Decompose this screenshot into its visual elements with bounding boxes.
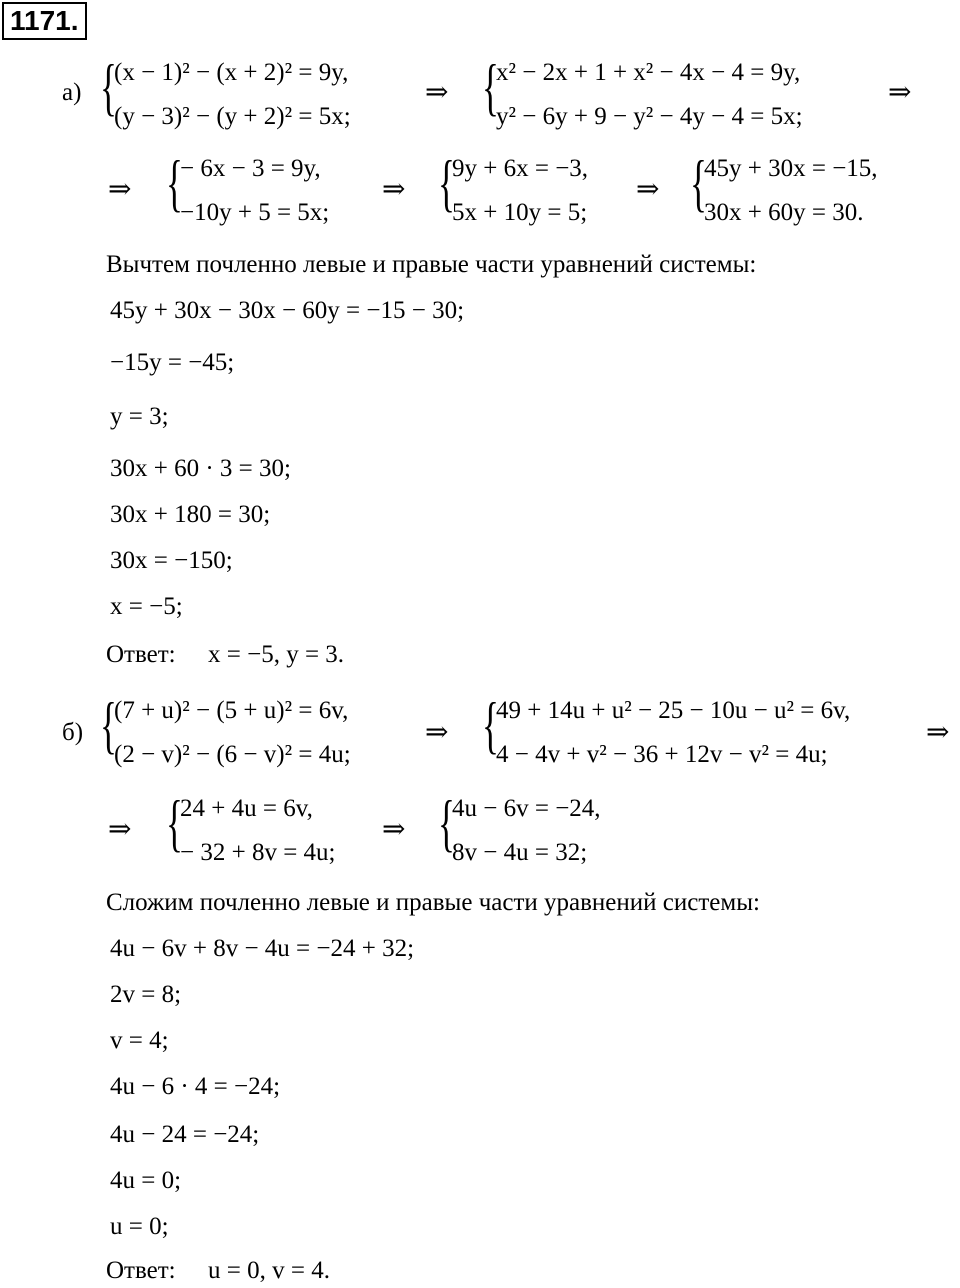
solution-step: y = 3; [110,403,169,430]
system-line: y² − 6y + 9 − y² − 4y − 4 = 5x; [496,103,803,130]
part-b-label: б) [62,719,84,746]
system-line: 45y + 30x = −15, [704,155,878,182]
solution-step: 4u − 24 = −24; [110,1121,260,1148]
system-line: 49 + 14u + u² − 25 − 10u − u² = 6v, [496,697,851,724]
system-line: 24 + 4u = 6v, [180,795,313,822]
solution-step: −15y = −45; [110,349,235,376]
part-b-instruction: Сложим почленно левые и правые части уравнений системы: [106,889,760,916]
part-a-system-5: { 45y + 30x = −15, 30x + 60y = 30. [690,147,878,226]
solution-step: 4u − 6v + 8v − 4u = −24 + 32; [110,935,415,962]
system-line: 5x + 10y = 5; [452,199,588,226]
solution-step: 45y + 30x − 30x − 60y = −15 − 30; [110,297,465,324]
implies-arrow: ⇒ [926,717,950,748]
solution-step: 4u − 6 · 4 = −24; [110,1073,281,1100]
answer-value: x = −5, y = 3. [208,641,345,668]
part-a-system-1: { (x − 1)² − (x + 2)² = 9y, (y − 3)² − (y + 2)² = 5x; [100,51,351,130]
system-line: (x − 1)² − (x + 2)² = 9y, [114,59,349,86]
part-b-system-3: { 24 + 4u = 6v, − 32 + 8v = 4u; [166,787,336,866]
system-line: 4u − 6v = −24, [452,795,601,822]
system-line: − 6x − 3 = 9y, [180,155,321,182]
answer-label: Ответ: [106,641,176,668]
solution-step: v = 4; [110,1027,169,1054]
answer-value: u = 0, v = 4. [208,1257,330,1284]
implies-arrow: ⇒ [636,174,660,205]
solution-step: 30x + 180 = 30; [110,501,271,528]
part-a-system-3: { − 6x − 3 = 9y, −10y + 5 = 5x; [166,147,330,226]
system-line: (7 + u)² − (5 + u)² = 6v, [114,697,349,724]
solution-step: 4u = 0; [110,1167,182,1194]
system-line: (2 − v)² − (6 − v)² = 4u; [114,741,351,768]
system-line: (y − 3)² − (y + 2)² = 5x; [114,103,351,130]
system-line: −10y + 5 = 5x; [180,199,330,226]
part-b-system-1: { (7 + u)² − (5 + u)² = 6v, (2 − v)² − (6 − v)² = 4u; [100,689,351,768]
implies-arrow: ⇒ [382,174,406,205]
implies-arrow: ⇒ [888,77,912,108]
part-b-system-4: { 4u − 6v = −24, 8v − 4u = 32; [438,787,601,866]
problem-number: 1171. [2,2,87,40]
implies-arrow: ⇒ [425,717,449,748]
system-line: 8v − 4u = 32; [452,839,588,866]
part-b-system-2: { 49 + 14u + u² − 25 − 10u − u² = 6v, 4 − 4v + v² − 36 + 12v − v² = 4u; [482,689,851,768]
implies-arrow: ⇒ [108,814,132,845]
system-line: x² − 2x + 1 + x² − 4x − 4 = 9y, [496,59,801,86]
implies-arrow: ⇒ [382,814,406,845]
implies-arrow: ⇒ [108,174,132,205]
part-a-instruction: Вычтем почленно левые и правые части уравнений системы: [106,251,757,278]
system-line: − 32 + 8v = 4u; [180,839,336,866]
part-a-label: а) [62,79,82,106]
solution-step: x = −5; [110,593,183,620]
solution-step: 2v = 8; [110,981,182,1008]
solution-step: u = 0; [110,1213,169,1240]
system-line: 30x + 60y = 30. [704,199,864,226]
answer-label: Ответ: [106,1257,176,1284]
part-a-system-4: { 9y + 6x = −3, 5x + 10y = 5; [438,147,589,226]
system-line: 4 − 4v + v² − 36 + 12v − v² = 4u; [496,741,828,768]
solution-step: 30x + 60 · 3 = 30; [110,455,291,482]
implies-arrow: ⇒ [425,77,449,108]
system-line: 9y + 6x = −3, [452,155,589,182]
solution-step: 30x = −150; [110,547,233,574]
part-a-system-2: { x² − 2x + 1 + x² − 4x − 4 = 9y, y² − 6y + 9 − y² − 4y − 4 = 5x; [482,51,803,130]
